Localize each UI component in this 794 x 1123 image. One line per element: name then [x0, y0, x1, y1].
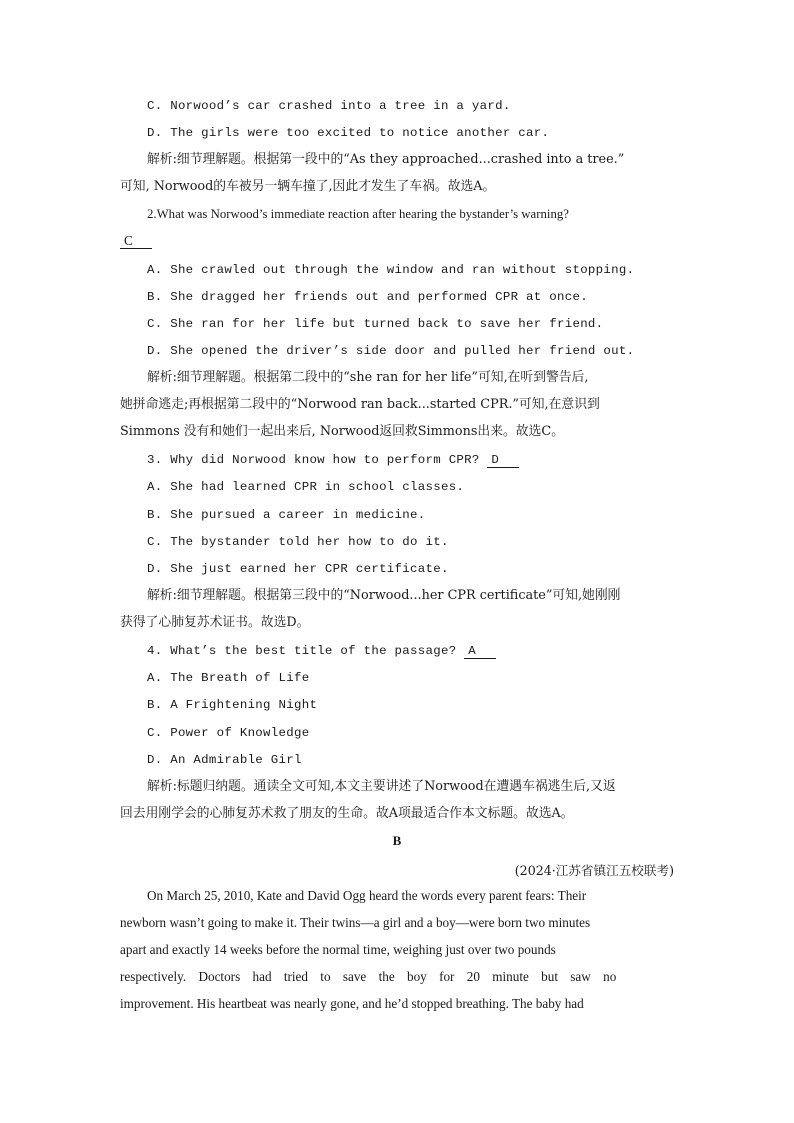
q3-option-b: B. She pursued a career in medicine. — [147, 508, 426, 522]
q2-option-b: B. She dragged her friends out and performed CPR at once. — [147, 290, 588, 304]
q2-option-a: A. She crawled out through the window and ran without stopping. — [147, 263, 635, 277]
q2-option-d: D. She opened the driver’s side door and pulled her friend out. — [147, 344, 635, 358]
q3-stem: 3. Why did Norwood know how to perform CPR? — [147, 453, 480, 467]
passage-b-line3: apart and exactly 14 weeks before the normal time, weighing just over two pounds — [120, 942, 556, 957]
q4-answer: A — [464, 644, 496, 659]
q1-option-d: D. The girls were too excited to notice another car. — [147, 126, 550, 140]
passage-source: (2024·江苏省镇江五校联考) — [514, 863, 674, 878]
q1-analysis-line2: 可知, Norwood的车被另一辆车撞了,因此才发生了车祸。故选A。 — [120, 179, 496, 194]
q2-answer-blank — [120, 232, 152, 250]
q4-analysis-line2: 回去用刚学会的心肺复苏术救了朋友的生命。故A项最适合作本文标题。故选A。 — [120, 806, 574, 821]
q4-stem: 4. What’s the best title of the passage? — [147, 644, 457, 658]
q4-option-a: A. The Breath of Life — [147, 671, 310, 685]
q3-analysis-line1: 解析:细节理解题。根据第三段中的“Norwood...her CPR certificate”可知,她刚刚 — [147, 588, 621, 603]
q4-option-d: D. An Admirable Girl — [147, 753, 302, 767]
q1-analysis-line1: 解析:细节理解题。根据第一段中的“As they approached...crashed into a tree.” — [147, 152, 625, 167]
q4-analysis-line1: 解析:标题归纳题。通读全文可知,本文主要讲述了Norwood在遭遇车祸逃生后,又返 — [147, 779, 616, 794]
passage-b-line4: respectively. Doctors had tried to save the boy for 20 minute but saw no — [120, 969, 617, 984]
q3-answer: D — [487, 453, 519, 468]
q3-option-c: C. The bystander told her how to do it. — [147, 535, 449, 549]
q4-option-c: C. Power of Knowledge — [147, 726, 310, 740]
passage-b-line5: improvement. His heartbeat was nearly gone, and he’d stopped breathing. The baby had — [120, 996, 584, 1011]
q2-analysis-line3: Simmons 没有和她们一起出来后, Norwood返回救Simmons出来。故选C。 — [120, 424, 564, 439]
q2-analysis-line2: 她拼命逃走;再根据第二段中的“Norwood ran back...started CPR.”可知,在意识到 — [120, 397, 600, 412]
q2-answer: C — [120, 234, 152, 249]
q3-stem-row — [147, 451, 519, 469]
q2-stem: 2.What was Norwood’s immediate reaction after hearing the bystander’s warning? — [147, 207, 569, 221]
section-heading-b: B — [392, 833, 402, 848]
q2-option-c: C. She ran for her life but turned back to save her friend. — [147, 317, 604, 331]
q4-stem-row — [147, 642, 496, 660]
q3-option-a: A. She had learned CPR in school classes. — [147, 480, 465, 494]
q2-analysis-line1: 解析:细节理解题。根据第二段中的“she ran for her life”可知,在听到警告后, — [147, 370, 589, 385]
q4-option-b: B. A Frightening Night — [147, 698, 318, 712]
q1-option-c: C. Norwood’s car crashed into a tree in a yard. — [147, 99, 511, 113]
q3-option-d: D. She just earned her CPR certificate. — [147, 562, 449, 576]
q3-analysis-line2: 获得了心肺复苏术证书。故选D。 — [120, 615, 310, 630]
passage-b-line2: newborn wasn’t going to make it. Their twins—a girl and a boy—were born two minutes — [120, 915, 591, 930]
passage-b-line1: On March 25, 2010, Kate and David Ogg heard the words every parent fears: Their — [147, 888, 587, 903]
